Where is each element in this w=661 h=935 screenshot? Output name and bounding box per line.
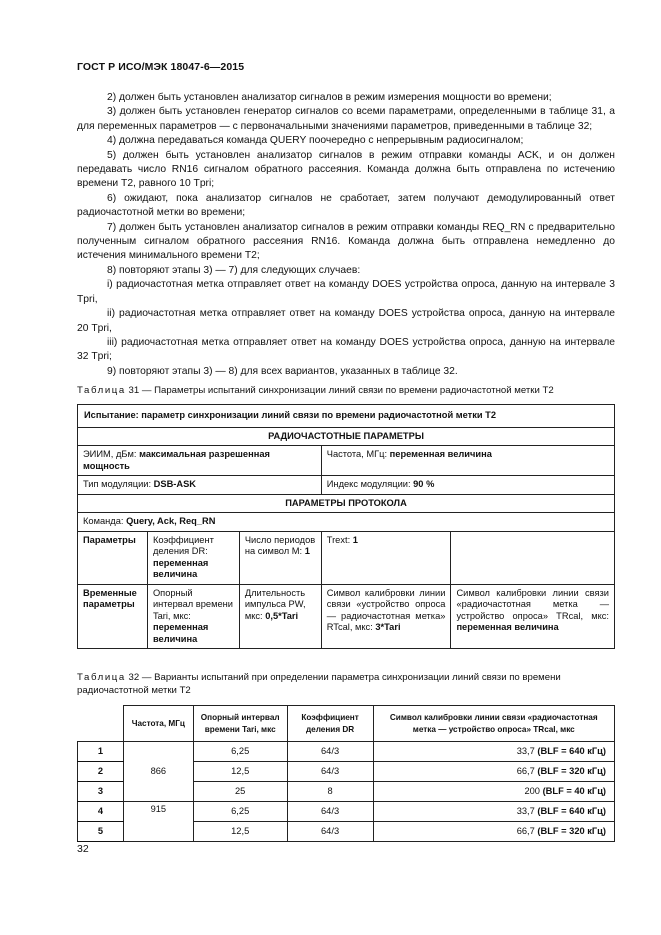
row-number: 3 bbox=[78, 782, 124, 802]
time-params-label bbox=[78, 584, 148, 649]
dr-cell: 64/3 bbox=[287, 742, 373, 762]
freq-cell: 915 bbox=[123, 802, 193, 842]
index-value: 90 % bbox=[413, 479, 435, 489]
mod-value: DSB-ASK bbox=[153, 479, 197, 489]
cmd-value: Query, Ack, Req_RN bbox=[126, 516, 216, 526]
row-number: 2 bbox=[78, 762, 124, 782]
trcal-cell bbox=[373, 802, 614, 822]
freq-value: переменная величина bbox=[389, 449, 492, 459]
trcal-value: 200 bbox=[524, 785, 540, 796]
dr-cell: 64/3 bbox=[287, 762, 373, 782]
paragraph: 9) повторяют этапы 3) — 8) для всех вариантов, указанных в таблице 32. bbox=[107, 365, 458, 377]
rtcal-cell bbox=[321, 584, 451, 649]
table-row bbox=[78, 802, 615, 822]
tari-cell: 12,5 bbox=[193, 762, 287, 782]
tari-cell bbox=[147, 584, 239, 649]
caption-prefix: Таблица bbox=[77, 385, 126, 396]
blf-value: (BLF = 320 кГц) bbox=[537, 765, 606, 776]
pw-label: Длительность импульса PW, мкс: bbox=[244, 587, 306, 621]
dr-cell: 64/3 bbox=[287, 822, 373, 842]
mod-cell bbox=[78, 476, 322, 495]
blf-value: (BLF = 40 кГц) bbox=[542, 785, 606, 796]
freq-cell bbox=[321, 446, 614, 476]
trext-label: Trext: bbox=[326, 534, 351, 545]
header-tari: Опорный интервал времени Tari, мкс bbox=[193, 706, 287, 742]
paragraph: 4) должна передаваться команда QUERY поочередно с непрерывным радиосигналом; bbox=[107, 135, 524, 147]
rf-params-header: РАДИОЧАСТОТНЫЕ ПАРАМЕТРЫ bbox=[78, 427, 615, 446]
mod-label: Тип модуляции: bbox=[83, 479, 152, 489]
freq-label: Частота, МГц: bbox=[326, 449, 388, 459]
dr-cell: 8 bbox=[287, 782, 373, 802]
eirp-value: максимальная разрешенная мощность bbox=[83, 449, 270, 471]
trcal-value: 33,7 bbox=[516, 805, 535, 816]
paragraph: iii) радиочастотная метка отправляет ответ на команду DOES устройства опроса, данную на интервале 32 Tpri; bbox=[77, 336, 615, 363]
m-label: Число периодов на символ M: bbox=[244, 534, 316, 556]
paragraph: i) радиочастотная метка отправляет ответ на команду DOES устройства опроса, данную на интервале 3 Tpri, bbox=[77, 279, 615, 305]
table31-caption bbox=[77, 384, 615, 397]
trcal-label: Символ калибровки линии связи «радиочастотная метка — устройство опроса» TRcal, мкс: bbox=[456, 587, 609, 621]
paragraph: 5) должен быть установлен анализатор сигналов в режим отправки команды ACK, и он должен передавать число RN16 сигналом обратного рассеяния. Команда должна быть отправлена по истечению времени T2, равного 10 Tpri; bbox=[77, 149, 615, 190]
paragraph: 7) должен быть установлен анализатор сигналов в режим отправки команды REQ_RN с предварительно полученным сигналом обратного рассеяния RN16. Команда должна быть отправлена немедленно до истечения минимального времени T2; bbox=[77, 221, 615, 262]
tari-cell: 12,5 bbox=[193, 822, 287, 842]
trcal-cell bbox=[373, 822, 614, 842]
table-row bbox=[78, 742, 615, 762]
table-32 bbox=[77, 705, 615, 842]
trcal-value: 66,7 bbox=[516, 825, 535, 836]
paragraph: 2) должен быть установлен анализатор сигналов в режим измерения мощности во времени; bbox=[107, 92, 552, 103]
caption-text: 32 — Варианты испытаний при определении параметра синхронизации линий связи по времени радиочастотной метки T2 bbox=[77, 672, 561, 696]
trcal-cell bbox=[373, 762, 614, 782]
table32-caption bbox=[77, 671, 615, 697]
dr-label: Коэффициент деления DR: bbox=[152, 534, 214, 556]
params-label-text: Параметры bbox=[83, 534, 136, 545]
paragraph: 8) повторяют этапы 3) — 7) для следующих случаев: bbox=[107, 264, 361, 276]
pw-cell bbox=[239, 584, 321, 649]
paragraph: 6) ожидают, пока анализатор сигналов не сработает, затем получают демодулированный ответ радиочастотной метки во времени; bbox=[77, 192, 615, 219]
eirp-cell bbox=[78, 446, 322, 476]
trcal-value: переменная величина bbox=[456, 622, 559, 632]
trext-cell bbox=[321, 531, 451, 584]
index-cell bbox=[321, 476, 614, 495]
trext-value: 1 bbox=[352, 534, 358, 545]
dr-value: переменная величина bbox=[152, 557, 209, 579]
table31-title: Испытание: параметр синхронизации линий связи по времени радиочастотной метки T2 bbox=[78, 405, 615, 428]
index-label: Индекс модуляции: bbox=[326, 479, 411, 489]
rtcal-value: 3*Tari bbox=[375, 622, 401, 632]
tari-cell: 6,25 bbox=[193, 742, 287, 762]
protocol-params-header: ПАРАМЕТРЫ ПРОТОКОЛА bbox=[78, 494, 615, 513]
time-label-text: Временные параметры bbox=[83, 587, 137, 609]
trcal-value: 66,7 bbox=[516, 765, 535, 776]
blf-value: (BLF = 640 кГц) bbox=[537, 805, 606, 816]
blf-value: (BLF = 640 кГц) bbox=[537, 745, 606, 756]
trcal-cell bbox=[373, 782, 614, 802]
header-empty bbox=[78, 706, 124, 742]
empty-cell bbox=[451, 531, 615, 584]
params-label bbox=[78, 531, 148, 584]
page-header: ГОСТ Р ИСО/МЭК 18047-6—2015 bbox=[77, 61, 245, 73]
tari-value: переменная величина bbox=[152, 622, 209, 644]
page-number: 32 bbox=[77, 843, 89, 855]
blf-value: (BLF = 320 кГц) bbox=[537, 825, 606, 836]
dr-cell: 64/3 bbox=[287, 802, 373, 822]
rtcal-label: Символ калибровки линии связи «устройство опроса — радиочастотная метка» RTcal, мкс: bbox=[326, 587, 446, 632]
tari-label: Опорный интервал времени Tari, мкс: bbox=[152, 587, 233, 621]
row-number: 1 bbox=[78, 742, 124, 762]
trcal-cell bbox=[451, 584, 615, 649]
freq-cell: 866 bbox=[123, 742, 193, 802]
caption-text: 31 — Параметры испытаний синхронизации линий связи по времени радиочастотной метки T2 bbox=[128, 385, 554, 396]
header-freq: Частота, МГц bbox=[123, 706, 193, 742]
command-cell bbox=[78, 513, 615, 532]
table-31 bbox=[77, 404, 615, 649]
paragraph: 3) должен быть установлен генератор сигналов со всеми параметрами, определенными в таблице 31, а для переменных параметров — с первоначальными значениями параметров, приведенными в таблице 32; bbox=[77, 106, 615, 132]
dr-cell bbox=[147, 531, 239, 584]
cmd-label: Команда: bbox=[83, 516, 124, 526]
caption-prefix: Таблица bbox=[77, 672, 126, 683]
row-number: 4 bbox=[78, 802, 124, 822]
m-cell bbox=[239, 531, 321, 584]
paragraph: ii) радиочастотная метка отправляет ответ на команду DOES устройства опроса, данную на интервале 20 Tpri, bbox=[77, 308, 615, 334]
trcal-value: 33,7 bbox=[516, 745, 535, 756]
row-number: 5 bbox=[78, 822, 124, 842]
body-text bbox=[77, 91, 615, 379]
header-trcal: Символ калибровки линии связи «радиочастотная метка — устройство опроса» TRcal, мкс bbox=[373, 706, 614, 742]
tari-cell: 6,25 bbox=[193, 802, 287, 822]
trcal-cell bbox=[373, 742, 614, 762]
pw-value: 0,5*Tari bbox=[265, 610, 299, 621]
eirp-label: ЭИИМ, дБм: bbox=[83, 449, 137, 459]
m-value: 1 bbox=[304, 546, 310, 556]
header-dr: Коэффициент деления DR bbox=[287, 706, 373, 742]
tari-cell: 25 bbox=[193, 782, 287, 802]
